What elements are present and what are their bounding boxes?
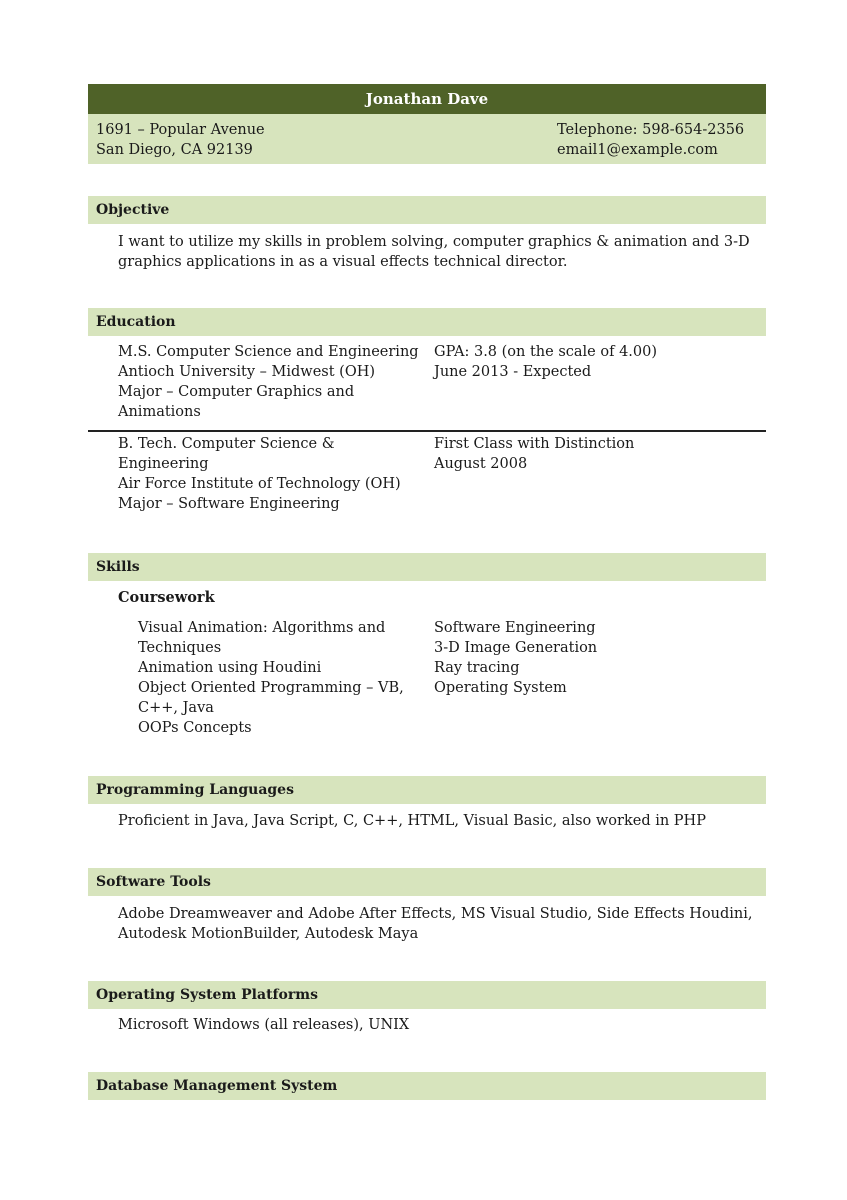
address-line-2: San Diego, CA 92139 bbox=[96, 142, 253, 158]
email: email1@example.com bbox=[557, 142, 718, 158]
degree-detail: First Class with Distinction bbox=[434, 436, 635, 452]
education-heading: Education bbox=[88, 308, 766, 336]
degree-line: Air Force Institute of Technology (OH) bbox=[118, 476, 401, 492]
course-item: OOPs Concepts bbox=[138, 720, 252, 736]
coursework-right-column bbox=[434, 618, 597, 698]
tools-heading: Software Tools bbox=[88, 868, 766, 896]
objective-heading: Objective bbox=[88, 196, 766, 224]
contact-bar bbox=[88, 114, 766, 164]
course-item: 3-D Image Generation bbox=[434, 640, 598, 656]
degree-detail: August 2008 bbox=[434, 456, 528, 472]
programming-text: Proficient in Java, Java Script, C, C++, HTML, Visual Basic, also worked in PHP bbox=[118, 813, 706, 829]
address-line-1: 1691 – Popular Avenue bbox=[96, 122, 265, 138]
coursework-subheading: Coursework bbox=[118, 589, 215, 606]
degree-line: Major – Software Engineering bbox=[118, 496, 340, 512]
course-item: Visual Animation: Algorithms and bbox=[138, 620, 386, 636]
name-bar bbox=[88, 84, 766, 114]
programming-heading: Programming Languages bbox=[88, 776, 766, 804]
os-heading: Operating System Platforms bbox=[88, 981, 766, 1009]
telephone: Telephone: 598-654-2356 bbox=[557, 122, 745, 138]
course-item: Software Engineering bbox=[434, 620, 596, 636]
os-text: Microsoft Windows (all releases), UNIX bbox=[118, 1017, 410, 1033]
degree-line: Major – Computer Graphics and bbox=[118, 384, 355, 400]
objective-line-1: I want to utilize my skills in problem solving, computer graphics & animation and 3-D bbox=[118, 234, 750, 250]
tools-line-2: Autodesk MotionBuilder, Autodesk Maya bbox=[118, 926, 419, 942]
skills-heading: Skills bbox=[88, 553, 766, 581]
course-item: Ray tracing bbox=[434, 660, 520, 676]
degree-detail: June 2013 - Expected bbox=[434, 364, 592, 380]
tools-line-1: Adobe Dreamweaver and Adobe After Effects, MS Visual Studio, Side Effects Houdini, bbox=[118, 906, 753, 922]
candidate-name: Jonathan Dave bbox=[365, 90, 489, 108]
degree-line: Engineering bbox=[118, 456, 209, 472]
course-item: Operating System bbox=[434, 680, 567, 696]
address-block bbox=[96, 120, 265, 160]
tools-text bbox=[118, 904, 752, 944]
course-item: Techniques bbox=[138, 640, 222, 656]
contact-info bbox=[557, 120, 744, 160]
objective-text bbox=[118, 232, 750, 272]
degree-detail: GPA: 3.8 (on the scale of 4.00) bbox=[434, 344, 658, 360]
education-entry-1-left bbox=[118, 342, 419, 422]
coursework-left-column bbox=[138, 618, 404, 738]
course-item: Animation using Houdini bbox=[138, 660, 322, 676]
education-entry-1-right bbox=[434, 342, 657, 382]
education-entry-2-left bbox=[118, 434, 401, 514]
education-divider bbox=[88, 430, 766, 432]
objective-line-2: graphics applications in as a visual effects technical director. bbox=[118, 254, 568, 270]
degree-line: Animations bbox=[118, 404, 201, 420]
education-entry-2-right bbox=[434, 434, 634, 474]
database-heading: Database Management System bbox=[88, 1072, 766, 1100]
degree-line: B. Tech. Computer Science & bbox=[118, 436, 335, 452]
degree-line: Antioch University – Midwest (OH) bbox=[118, 364, 376, 380]
course-item: C++, Java bbox=[138, 700, 214, 716]
degree-line: M.S. Computer Science and Engineering bbox=[118, 344, 419, 360]
course-item: Object Oriented Programming – VB, bbox=[138, 680, 404, 696]
